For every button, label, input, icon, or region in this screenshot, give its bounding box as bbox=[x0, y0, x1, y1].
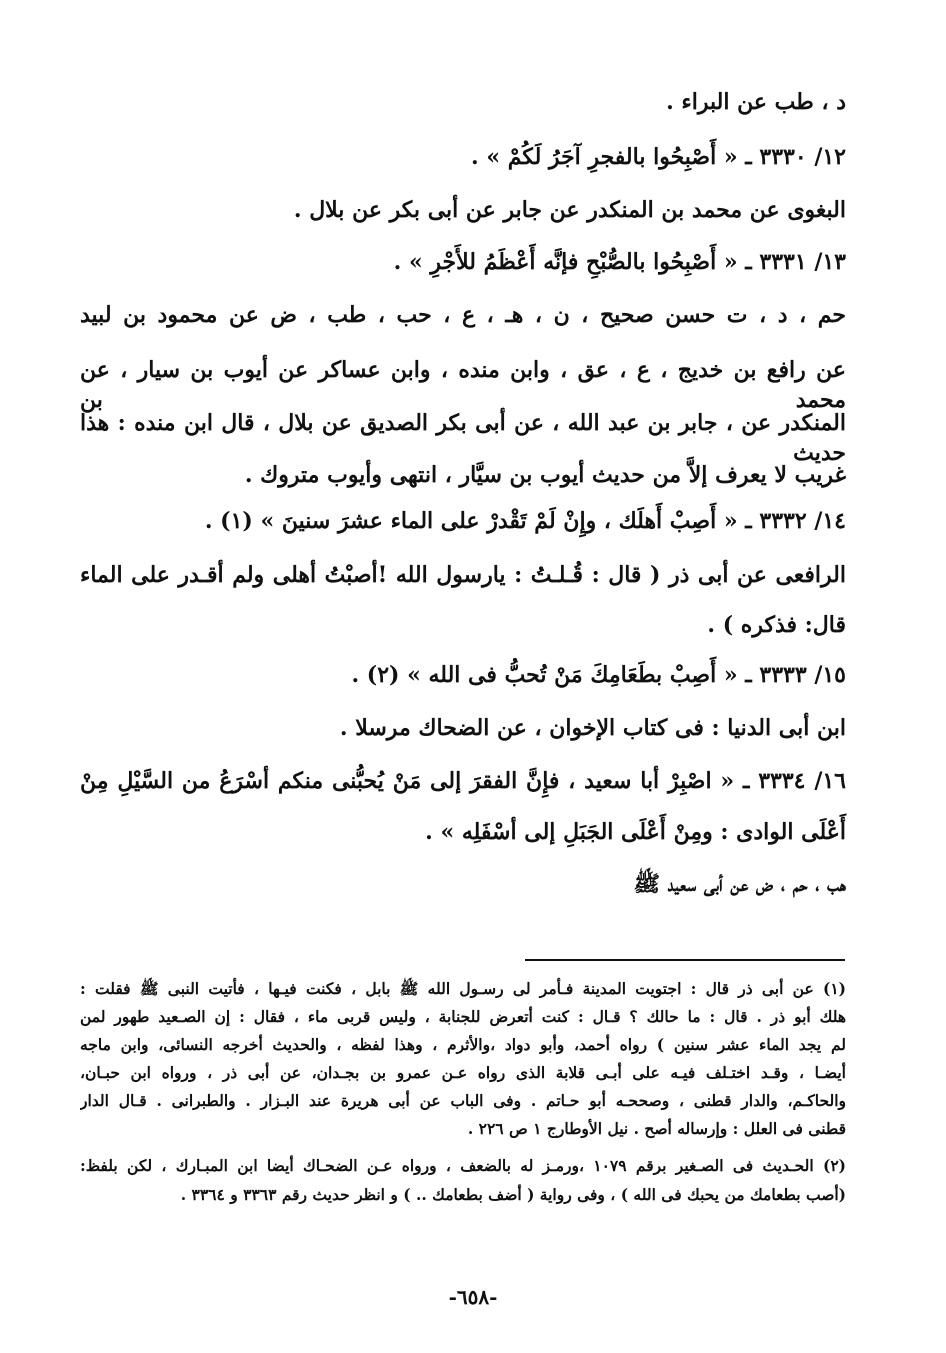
text-line: أَعْلَى الوادى : ومِنْ أَعْلَى الجَبَلِ إلى أسْفَلِه » . bbox=[425, 819, 846, 845]
footnote-line: (١) عن أبى ذر قال : اجتويت المدينة فـأمر لى رسـول الله ﷺ بابل ، فكنت فيـها ، فأتيت النبى ﷺ فقلت : bbox=[80, 979, 846, 998]
footnote-line: (أصب بطعامك من يحبك فى الله ) ، وفى رواية ( أضف بطعامك .. ) و انظر حديث رقم ٣٣٦٣ و ٣٣٦٤ . bbox=[180, 1185, 846, 1204]
footnote-line: لم يجد الماء عشر سنين ) رواه أحمد، وأبو دواد ،والأثرم ، وهذا لفظه ، والحديث أخرجه النسائى، وابن ماجه bbox=[80, 1035, 846, 1054]
hadith-3332: ١٤/ ٣٣٣٢ ـ « أَصِبْ أَهلَك ، وإِنْ لَمْ تَقْدرْ على الماء عشرَ سنينَ » (١) . bbox=[204, 508, 846, 534]
hadith-3330: ١٢/ ٣٣٣٠ ـ « أَصْبِحُوا بالفجرِ آجَرُ لَكُمْ » . bbox=[471, 144, 846, 170]
footnote-separator bbox=[525, 959, 845, 961]
text-line: حم ، د ، ت حسن صحيح ، ن ، هـ ، ع ، حب ، طب ، ض عن محمود بن لبيد bbox=[80, 302, 846, 328]
footnote-line: والحاكـم، والدار قطنى ، وصححـه أبو حـاتم . وفى الباب عن أبى هريرة عند البـزار . والطبرانى . قـال الدار bbox=[80, 1091, 846, 1110]
text-line: هب ، حم ، ض عن أبى سعيد ﷺ bbox=[633, 871, 846, 897]
text-line: الرافعى عن أبى ذر ( قال : قُـلـتُ : يارسول الله !أصبْتُ أهلى ولم أقـدر على الماء bbox=[80, 562, 846, 588]
hadith-3334: ١٦/ ٣٣٣٤ ـ « اصْبِرْ أبا سعيد ، فإِنَّ الفقرَ إلى مَنْ يُحبُّنى منكم أسْرَعُ من السَّيْلِ مِنْ bbox=[80, 768, 846, 794]
footnote-line: قطنى فى العلل : وإرساله أصح . نيل الأوطارج ١ ص ٢٢٦ . bbox=[467, 1119, 846, 1138]
text-line: المنكدر عن ، جابر بن عبد الله ، عن أبى بكر الصديق عن بلال ، قال ابن منده : هذا حديث bbox=[80, 410, 846, 466]
hadith-3331: ١٣/ ٣٣٣١ ـ « أَصْبِحُوا بالصُّبْحِ فإنَّه أَعْظَمُ للأَجْرِ » . bbox=[393, 249, 846, 275]
page-number: -٦٥٨- bbox=[448, 1285, 498, 1309]
text-line: غريب لا يعرف إلاَّ من حديث أيوب بن سيَّار ، انتهى وأيوب متروك . bbox=[244, 462, 846, 488]
text-line: عن رافع بن خديج ، ع ، عق ، وابن منده ، وابن عساكر عن أيوب بن سيار ، عن محمد بن bbox=[80, 357, 846, 413]
footnote-line: (٢) الحـديث فى الصـغير برقم ١٠٧٩ ،ورمـز له بالضعف ، ورواه عـن الضحـاك أيضا ابن المبـارك ، لكن بلفظ: bbox=[80, 1156, 846, 1175]
footnote-line: هلك أبو ذر . قال : ما حالك ؟ قـال : كنت أتعرض للجنابة ، وليس قربى ماء ، فقال : إن الصـعيد طهور لمن bbox=[80, 1007, 846, 1026]
text-line: ابن أبى الدنيا : فى كتاب الإخوان ، عن الضحاك مرسلا . bbox=[339, 715, 846, 741]
text-line: قال: فذكره ) . bbox=[707, 612, 846, 638]
hadith-3333: ١٥/ ٣٣٣٣ ـ « أَصِبْ بطَعَامِكَ مَنْ تُحبُّ فى الله » (٢) . bbox=[351, 662, 846, 688]
footnote-line: أيضـا ، وقـد اختـلف فيـه على أبـى قلابة الذى رواه عـن عمرو بن بجـدان، عن أبى ذر ، ورواه ابن حبـان، bbox=[80, 1063, 846, 1082]
text-line: د ، طب عن البراء . bbox=[666, 89, 846, 115]
text-line: البغوى عن محمد بن المنكدر عن جابر عن أبى بكر عن بلال . bbox=[293, 197, 846, 223]
